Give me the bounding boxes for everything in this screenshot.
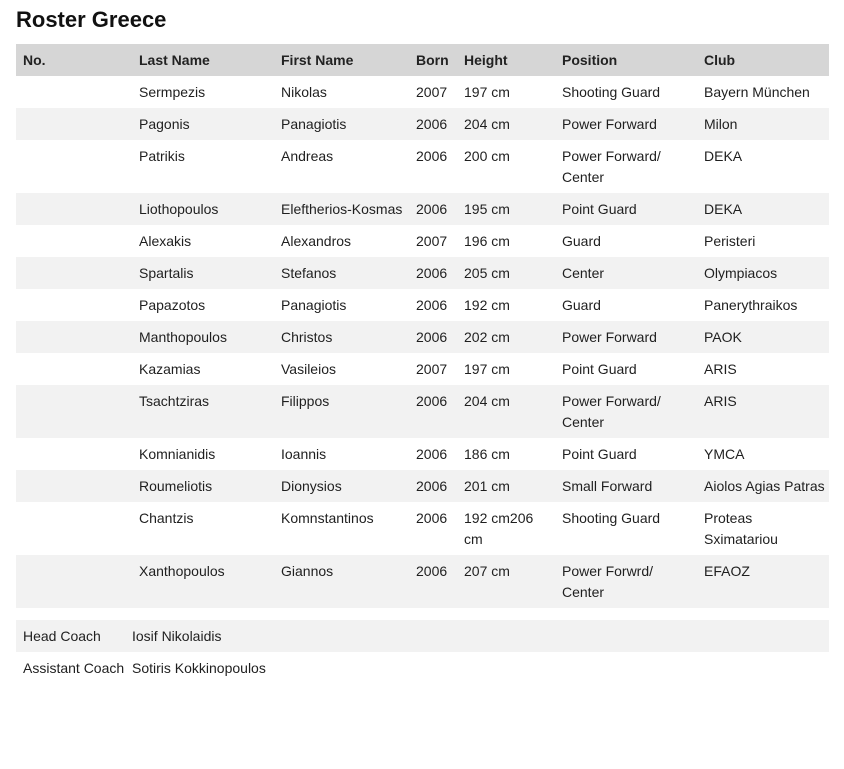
cell-position: Point Guard	[555, 438, 697, 470]
cell-position: Power Forward/ Center	[555, 385, 697, 438]
table-row	[16, 225, 829, 257]
cell-height: 205 cm	[457, 257, 555, 289]
table-row	[16, 470, 829, 502]
cell-last-name: Liothopoulos	[132, 193, 274, 225]
header-last-name: Last Name	[132, 44, 274, 76]
cell-last-name: Roumeliotis	[132, 470, 274, 502]
cell-born: 2006	[409, 257, 457, 289]
table-row	[16, 193, 829, 225]
cell-last-name: Xanthopoulos	[132, 555, 274, 608]
staff-role: Head Coach	[16, 620, 125, 652]
cell-born: 2006	[409, 140, 457, 193]
cell-position: Power Forward	[555, 108, 697, 140]
header-born: Born	[409, 44, 457, 76]
cell-born: 2007	[409, 225, 457, 257]
cell-position: Point Guard	[555, 193, 697, 225]
cell-last-name: Tsachtziras	[132, 385, 274, 438]
cell-club: YMCA	[697, 438, 829, 470]
cell-no	[16, 438, 132, 470]
cell-height: 186 cm	[457, 438, 555, 470]
cell-no	[16, 140, 132, 193]
cell-position: Center	[555, 257, 697, 289]
cell-club: ARIS	[697, 353, 829, 385]
cell-first-name: Giannos	[274, 555, 409, 608]
cell-height: 202 cm	[457, 321, 555, 353]
cell-club: Olympiacos	[697, 257, 829, 289]
cell-first-name: Stefanos	[274, 257, 409, 289]
cell-club: Panerythraikos	[697, 289, 829, 321]
cell-first-name: Eleftherios-Kosmas	[274, 193, 409, 225]
cell-first-name: Ioannis	[274, 438, 409, 470]
cell-position: Power Forwrd/ Center	[555, 555, 697, 608]
cell-position: Guard	[555, 289, 697, 321]
cell-club: PAOK	[697, 321, 829, 353]
cell-position: Shooting Guard	[555, 76, 697, 108]
cell-no	[16, 257, 132, 289]
staff-role: Assistant Coach	[16, 652, 125, 684]
cell-born: 2007	[409, 353, 457, 385]
cell-height: 197 cm	[457, 76, 555, 108]
cell-height: 196 cm	[457, 225, 555, 257]
cell-no	[16, 76, 132, 108]
table-row	[16, 502, 829, 555]
cell-born: 2006	[409, 385, 457, 438]
cell-born: 2006	[409, 555, 457, 608]
staff-table	[16, 620, 829, 684]
cell-first-name: Panagiotis	[274, 108, 409, 140]
cell-first-name: Christos	[274, 321, 409, 353]
cell-born: 2006	[409, 438, 457, 470]
roster-table	[16, 44, 829, 608]
cell-last-name: Alexakis	[132, 225, 274, 257]
cell-born: 2006	[409, 502, 457, 555]
table-row	[16, 353, 829, 385]
cell-height: 204 cm	[457, 108, 555, 140]
cell-no	[16, 193, 132, 225]
cell-position: Small Forward	[555, 470, 697, 502]
table-row	[16, 140, 829, 193]
cell-no	[16, 555, 132, 608]
cell-club: DEKA	[697, 193, 829, 225]
cell-first-name: Filippos	[274, 385, 409, 438]
cell-born: 2006	[409, 108, 457, 140]
cell-first-name: Komnstantinos	[274, 502, 409, 555]
player-rows	[16, 76, 829, 608]
cell-club: Aiolos Agias Patras	[697, 470, 829, 502]
cell-no	[16, 289, 132, 321]
header-no: No.	[16, 44, 132, 76]
cell-no	[16, 321, 132, 353]
cell-last-name: Manthopoulos	[132, 321, 274, 353]
table-row	[16, 108, 829, 140]
cell-last-name: Spartalis	[132, 257, 274, 289]
cell-position: Shooting Guard	[555, 502, 697, 555]
cell-height: 200 cm	[457, 140, 555, 193]
cell-last-name: Chantzis	[132, 502, 274, 555]
cell-height: 192 cm206 cm	[457, 502, 555, 555]
cell-last-name: Pagonis	[132, 108, 274, 140]
table-row	[16, 385, 829, 438]
cell-height: 204 cm	[457, 385, 555, 438]
page-title: Roster Greece	[16, 7, 167, 32]
table-row	[16, 257, 829, 289]
header-position: Position	[555, 44, 697, 76]
cell-no	[16, 385, 132, 438]
staff-name: Iosif Nikolaidis	[125, 620, 829, 652]
staff-name: Sotiris Kokkinopoulos	[125, 652, 829, 684]
cell-last-name: Kazamias	[132, 353, 274, 385]
cell-height: 192 cm	[457, 289, 555, 321]
cell-position: Guard	[555, 225, 697, 257]
header-height: Height	[457, 44, 555, 76]
cell-club: DEKA	[697, 140, 829, 193]
table-row	[16, 438, 829, 470]
cell-born: 2007	[409, 76, 457, 108]
table-header-row	[16, 44, 829, 76]
cell-height: 207 cm	[457, 555, 555, 608]
table-row	[16, 555, 829, 608]
cell-first-name: Andreas	[274, 140, 409, 193]
cell-no	[16, 225, 132, 257]
cell-club: Bayern München	[697, 76, 829, 108]
table-row	[16, 321, 829, 353]
staff-rows	[16, 620, 829, 684]
cell-club: ARIS	[697, 385, 829, 438]
cell-club: Proteas Sximatariou	[697, 502, 829, 555]
staff-row	[16, 620, 829, 652]
cell-born: 2006	[409, 289, 457, 321]
table-row	[16, 289, 829, 321]
cell-club: EFAOZ	[697, 555, 829, 608]
cell-first-name: Panagiotis	[274, 289, 409, 321]
cell-born: 2006	[409, 470, 457, 502]
cell-no	[16, 353, 132, 385]
header-first-name: First Name	[274, 44, 409, 76]
cell-position: Point Guard	[555, 353, 697, 385]
cell-club: Peristeri	[697, 225, 829, 257]
cell-first-name: Dionysios	[274, 470, 409, 502]
cell-last-name: Patrikis	[132, 140, 274, 193]
cell-club: Milon	[697, 108, 829, 140]
cell-no	[16, 502, 132, 555]
cell-born: 2006	[409, 193, 457, 225]
cell-last-name: Papazotos	[132, 289, 274, 321]
staff-row	[16, 652, 829, 684]
cell-height: 195 cm	[457, 193, 555, 225]
table-row	[16, 76, 829, 108]
cell-height: 197 cm	[457, 353, 555, 385]
cell-first-name: Nikolas	[274, 76, 409, 108]
cell-height: 201 cm	[457, 470, 555, 502]
cell-last-name: Sermpezis	[132, 76, 274, 108]
cell-position: Power Forward/ Center	[555, 140, 697, 193]
cell-first-name: Vasileios	[274, 353, 409, 385]
header-club: Club	[697, 44, 829, 76]
cell-no	[16, 470, 132, 502]
cell-no	[16, 108, 132, 140]
cell-position: Power Forward	[555, 321, 697, 353]
cell-first-name: Alexandros	[274, 225, 409, 257]
cell-last-name: Komnianidis	[132, 438, 274, 470]
cell-born: 2006	[409, 321, 457, 353]
